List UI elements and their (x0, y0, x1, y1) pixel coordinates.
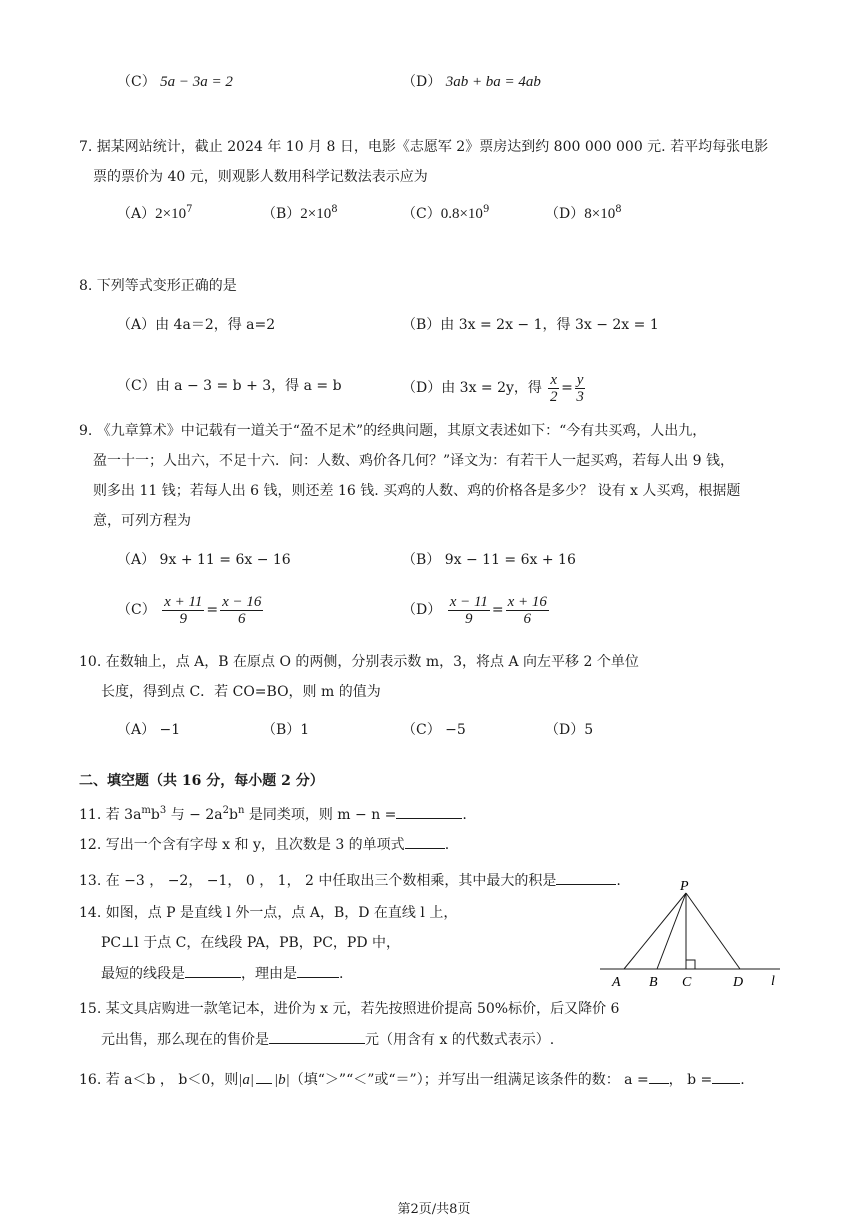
fraction (575, 372, 586, 405)
q11-text: 是同类项，则 m − n = (244, 807, 397, 823)
option-label: （C） (117, 74, 156, 90)
option-label: （C） (117, 602, 156, 618)
abs-a: |a| (238, 1072, 254, 1088)
q10-stem-line2: 长度，得到点 C．若 CO=BO，则 m 的值为 (101, 684, 381, 700)
q10-option-a: （A） −1 (117, 722, 181, 738)
option-label: （C） (402, 206, 441, 222)
q7-option-a (117, 204, 192, 224)
label-b: B (649, 975, 658, 990)
q14-line1: 14. 如图，点 P 是直线 l 外一点，点 A，B，D 在直线 l 上， (79, 905, 458, 921)
q10-option-d: （D）5 (545, 722, 594, 738)
option-base: 2×10 (300, 206, 332, 222)
q9-option-b: （B） 9x − 11 = 6x + 16 (402, 552, 576, 568)
label-p: P (680, 879, 689, 894)
q10-stem-line1: 10. 在数轴上，点 A，B 在原点 O 的两侧，分别表示数 m，3，将点 A 向左平移 2 个单位 (79, 654, 639, 670)
denominator: 3 (576, 388, 584, 405)
q12-text: . (444, 837, 450, 853)
q15-text: 元出售，那么现在的售价是 (101, 1032, 269, 1048)
q16-text: 16. 若 a＜b ， b＜0，则 (79, 1072, 239, 1088)
q8-option-c: （C）由 a − 3 = b + 3，得 a = b (117, 378, 342, 394)
q14-line3 (101, 963, 343, 984)
q11-text: . (462, 807, 467, 823)
q9-stem-line2: 盈一十一；人出六，不足十六．问：人数、鸡价各几何？”译文为：有若干人一起买鸡，若每人出 9 钱， (93, 453, 734, 469)
q13-text: 13. 在 −3 ， −2， −1， 0 ， 1， 2 中任取出三个数相乘，其中最大的积是 (79, 873, 557, 889)
q10-option-c: （C） −5 (402, 722, 466, 738)
q10-option-b: （B）1 (262, 722, 310, 738)
option-base: 0.8×10 (440, 206, 483, 222)
option-label: （D） (402, 74, 442, 90)
q16 (79, 1069, 745, 1090)
page-number: 第2页/共8页 (397, 1202, 471, 1217)
q11-text: b (228, 807, 238, 823)
q11-text: 与 − 2a (166, 807, 223, 823)
section-title: 二、填空题（共 16 分，每小题 2 分） (79, 773, 324, 789)
q9-option-d: （D） $\frac{x - 11}{9}$ = $\frac{x + 16}{6}$ (402, 593, 547, 627)
q8-option-d: （D）由 3x = 2y，得 $\frac{x}{2}$ = $\frac{y}{3}$ (402, 371, 584, 405)
q14-text: . (339, 966, 344, 982)
option-expression: 5a − 3a = 2 (160, 74, 233, 90)
segment-pa (624, 893, 686, 969)
numerator: x + 11 (164, 593, 203, 610)
label-d: D (733, 975, 744, 990)
denominator: 6 (523, 610, 531, 627)
q6-option-d (402, 72, 541, 92)
geometry-figure (590, 876, 790, 992)
q13-text: . (616, 873, 621, 889)
fraction (162, 594, 204, 627)
q9-stem-line3: 则多出 11 钱；若每人出 6 钱，则还差 16 钱. 买鸡的人数、鸡的价格各是多少？ 设有 x 人买鸡，根据题 (93, 483, 741, 499)
option-base: 2×10 (155, 206, 187, 222)
q6-option-c (117, 72, 233, 92)
denominator: 9 (465, 610, 473, 627)
option-exponent: 7 (186, 204, 193, 215)
option-label: （B） (262, 206, 301, 222)
right-angle-mark (686, 960, 695, 969)
exponent: m (141, 805, 151, 816)
label-c: C (682, 975, 692, 990)
q9-stem-line1: 9. 《九章算术》中记载有一道关于“盈不足术”的经典问题，其原文表述如下：“今有共买鸡，人出九， (79, 423, 707, 439)
option-expression: 3ab + ba = 4ab (445, 74, 541, 90)
numerator: y (576, 371, 584, 388)
q11-text: b (150, 807, 160, 823)
exponent: n (237, 805, 245, 816)
option-label: （D） (402, 602, 442, 618)
q12-text: 12. 写出一个含有字母 x 和 y，且次数是 3 的单项式 (79, 837, 405, 853)
answer-blank[interactable] (405, 834, 445, 849)
answer-blank[interactable] (712, 1069, 740, 1084)
exponent: 3 (159, 805, 167, 816)
option-label: （A） (117, 206, 156, 222)
denominator: 2 (549, 388, 558, 405)
segment-pb (657, 893, 686, 969)
q9-stem-line4: 意，可列方程为 (93, 513, 191, 529)
q15-line2 (101, 1029, 554, 1050)
answer-blank[interactable] (396, 804, 462, 819)
q8-stem: 8. 下列等式变形正确的是 (79, 278, 237, 294)
answer-blank[interactable] (185, 963, 241, 978)
q8-option-a: （A）由 4a＝2，得 a=2 (117, 317, 276, 333)
option-label: （D） (545, 206, 585, 222)
numerator: x − 11 (449, 593, 488, 610)
q7-option-c (402, 204, 489, 224)
q9-option-c: （C） $\frac{x + 11}{9}$ = $\frac{x - 16}{6}$ (117, 593, 262, 627)
label-a: A (612, 975, 621, 990)
denominator: 6 (237, 610, 246, 627)
q13 (79, 870, 621, 891)
q11-text: 11. 若 3a (79, 807, 142, 823)
q7-option-b (262, 204, 338, 224)
label-l: l (771, 974, 775, 989)
fraction (548, 372, 559, 405)
answer-blank[interactable] (269, 1029, 365, 1044)
option-text: （D）由 3x = 2y，得 (402, 380, 542, 396)
q14-text: 最短的线段是 (101, 966, 185, 982)
fraction (506, 594, 549, 627)
q7-stem-line1: 7. 据某网站统计，截止 2024 年 10 月 8 日，电影《志愿军 2》票房达到约 800 000 000 元. 若平均每张电影 (79, 139, 769, 155)
q7-stem-line2: 票的票价为 40 元，则观影人数用科学记数法表示应为 (93, 169, 428, 185)
q15-text: 元（用含有 x 的代数式表示）. (365, 1032, 555, 1048)
answer-blank[interactable] (256, 1069, 272, 1084)
answer-blank[interactable] (297, 963, 339, 978)
q12 (79, 834, 449, 855)
q8-option-b: （B）由 3x = 2x − 1，得 3x − 2x = 1 (402, 317, 659, 333)
numerator: x + 16 (507, 593, 547, 610)
numerator: x − 16 (222, 593, 262, 610)
q16-text: ， b = (668, 1072, 713, 1088)
abs-b: |b| (274, 1072, 290, 1088)
denominator: 9 (179, 610, 187, 627)
option-exponent: 8 (331, 204, 338, 215)
q15-line1: 15. 某文具店购进一款笔记本，进价为 x 元，若先按照进价提高 50%标价，后又降价 6 (79, 1001, 620, 1017)
q14-line2: PC⊥l 于点 C，在线段 PA，PB，PC，PD 中， (101, 935, 401, 951)
fraction (220, 594, 263, 627)
option-exponent: 8 (615, 204, 622, 215)
q16-text: （填“＞”“＜”或“＝”）；并写出一组满足该条件的数： a = (289, 1072, 649, 1088)
numerator: x (550, 371, 558, 388)
exponent: 2 (222, 805, 229, 816)
q14-text: ，理由是 (241, 966, 297, 982)
option-exponent: 9 (482, 204, 490, 215)
q11 (79, 804, 467, 825)
segment-pd (686, 893, 740, 969)
option-base: 8×10 (584, 206, 616, 222)
q7-option-d (545, 204, 622, 224)
q9-option-a: （A） 9x + 11 = 6x − 16 (117, 552, 291, 568)
answer-blank[interactable] (649, 1069, 669, 1084)
fraction (448, 594, 490, 627)
q16-text: . (740, 1072, 745, 1088)
